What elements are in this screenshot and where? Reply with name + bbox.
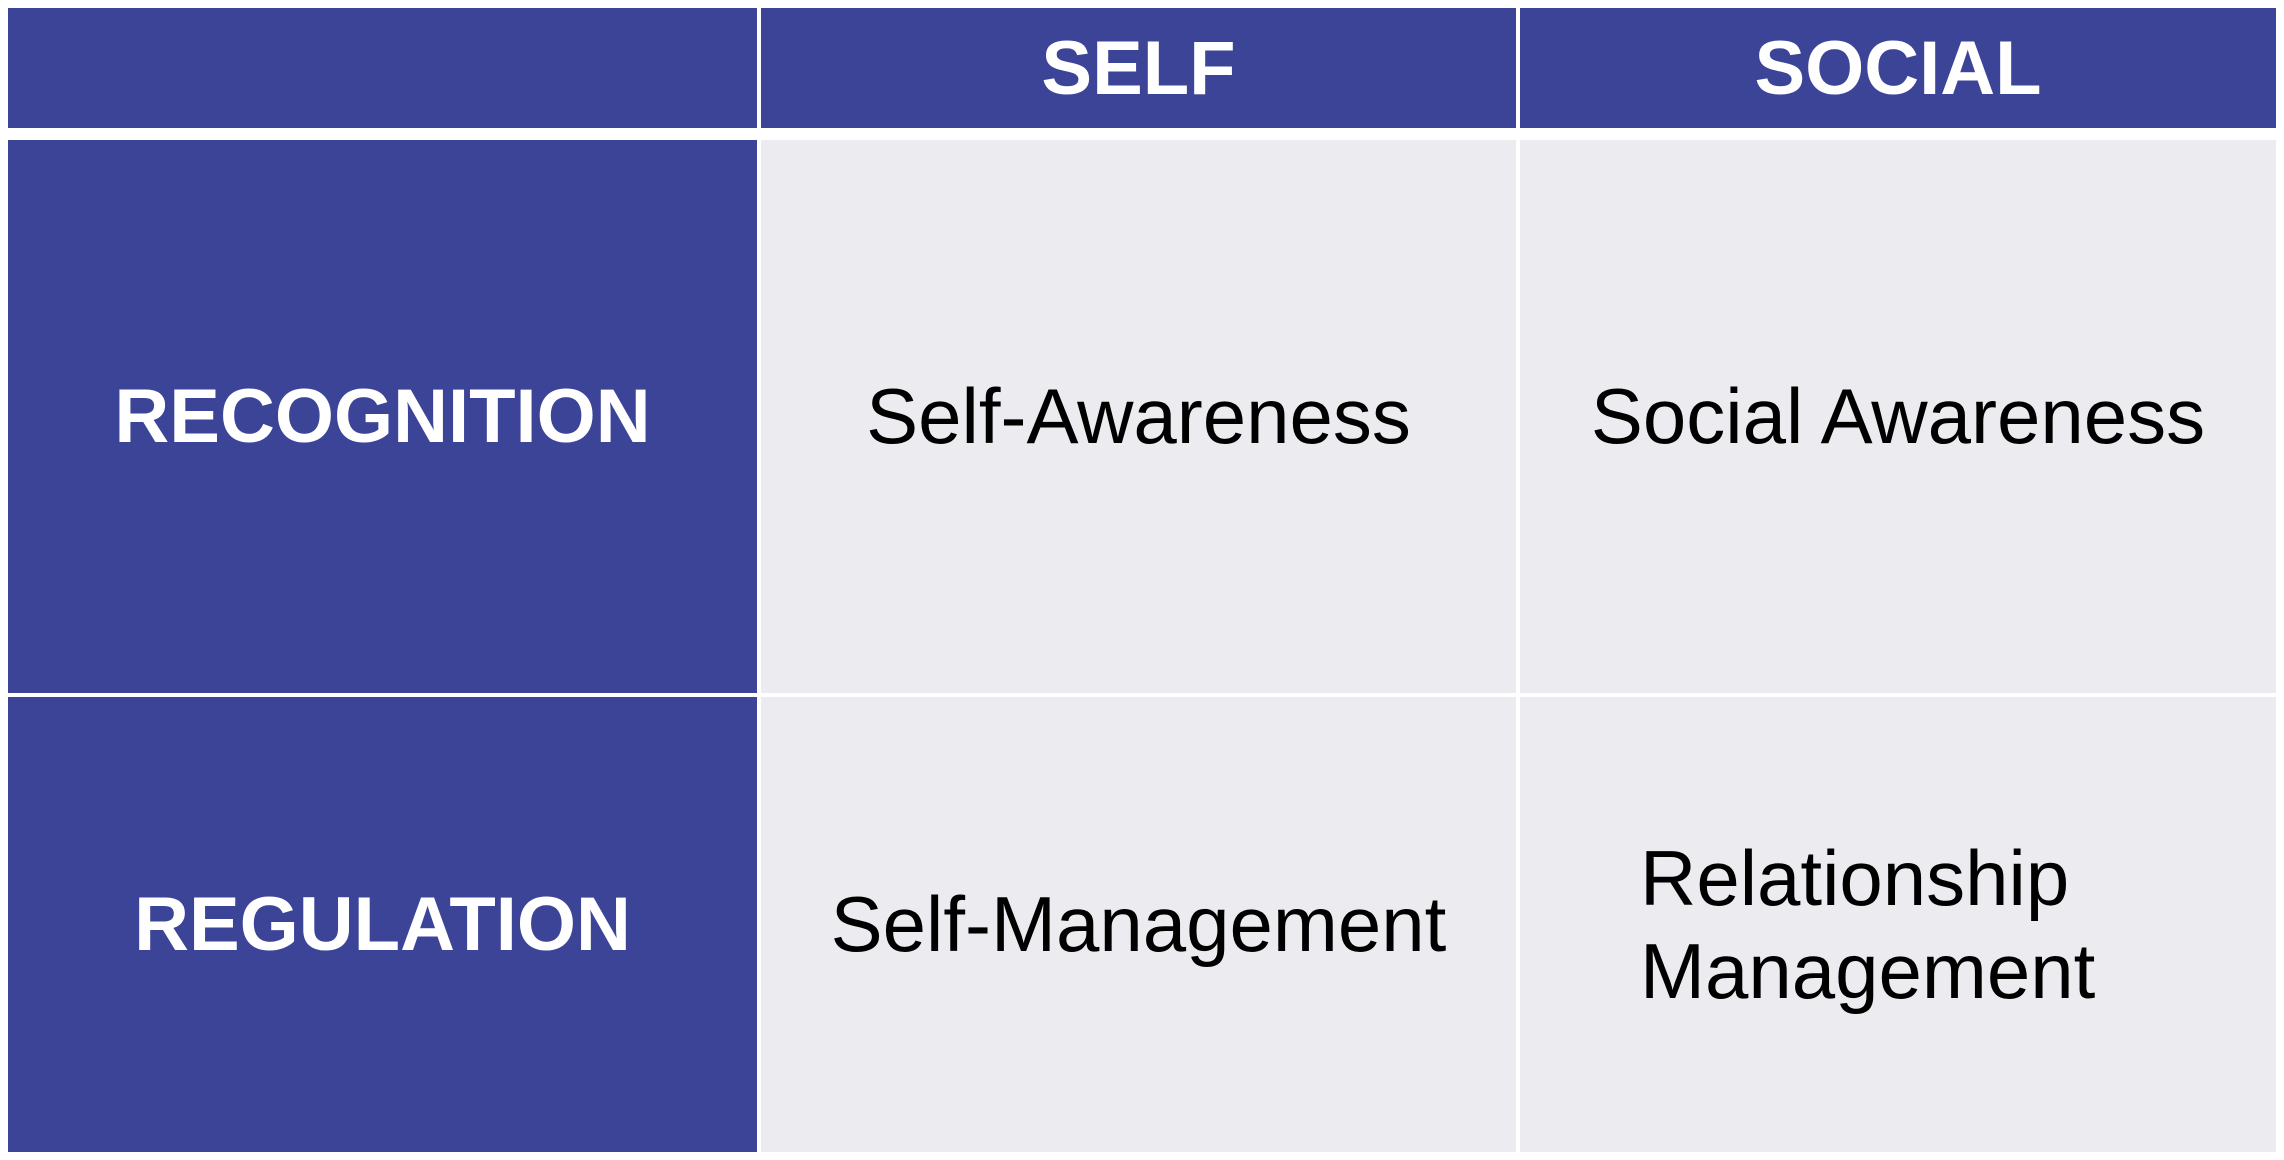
- cell-social-awareness: Social Awareness: [1520, 140, 2284, 697]
- cell-self-awareness: Self-Awareness: [761, 140, 1520, 697]
- row-header-recognition: RECOGNITION: [0, 140, 761, 697]
- cell-relationship-management-line-1: Relationship: [1640, 834, 2070, 923]
- row-header-regulation: REGULATION: [0, 697, 761, 1160]
- column-header-social: SOCIAL: [1520, 0, 2284, 140]
- corner-cell: [0, 0, 761, 140]
- cell-self-management: Self-Management: [761, 697, 1520, 1160]
- cell-relationship-management-line-2: Management: [1640, 926, 2096, 1015]
- column-header-self: SELF: [761, 0, 1520, 140]
- cell-relationship-management: [1520, 697, 2284, 1160]
